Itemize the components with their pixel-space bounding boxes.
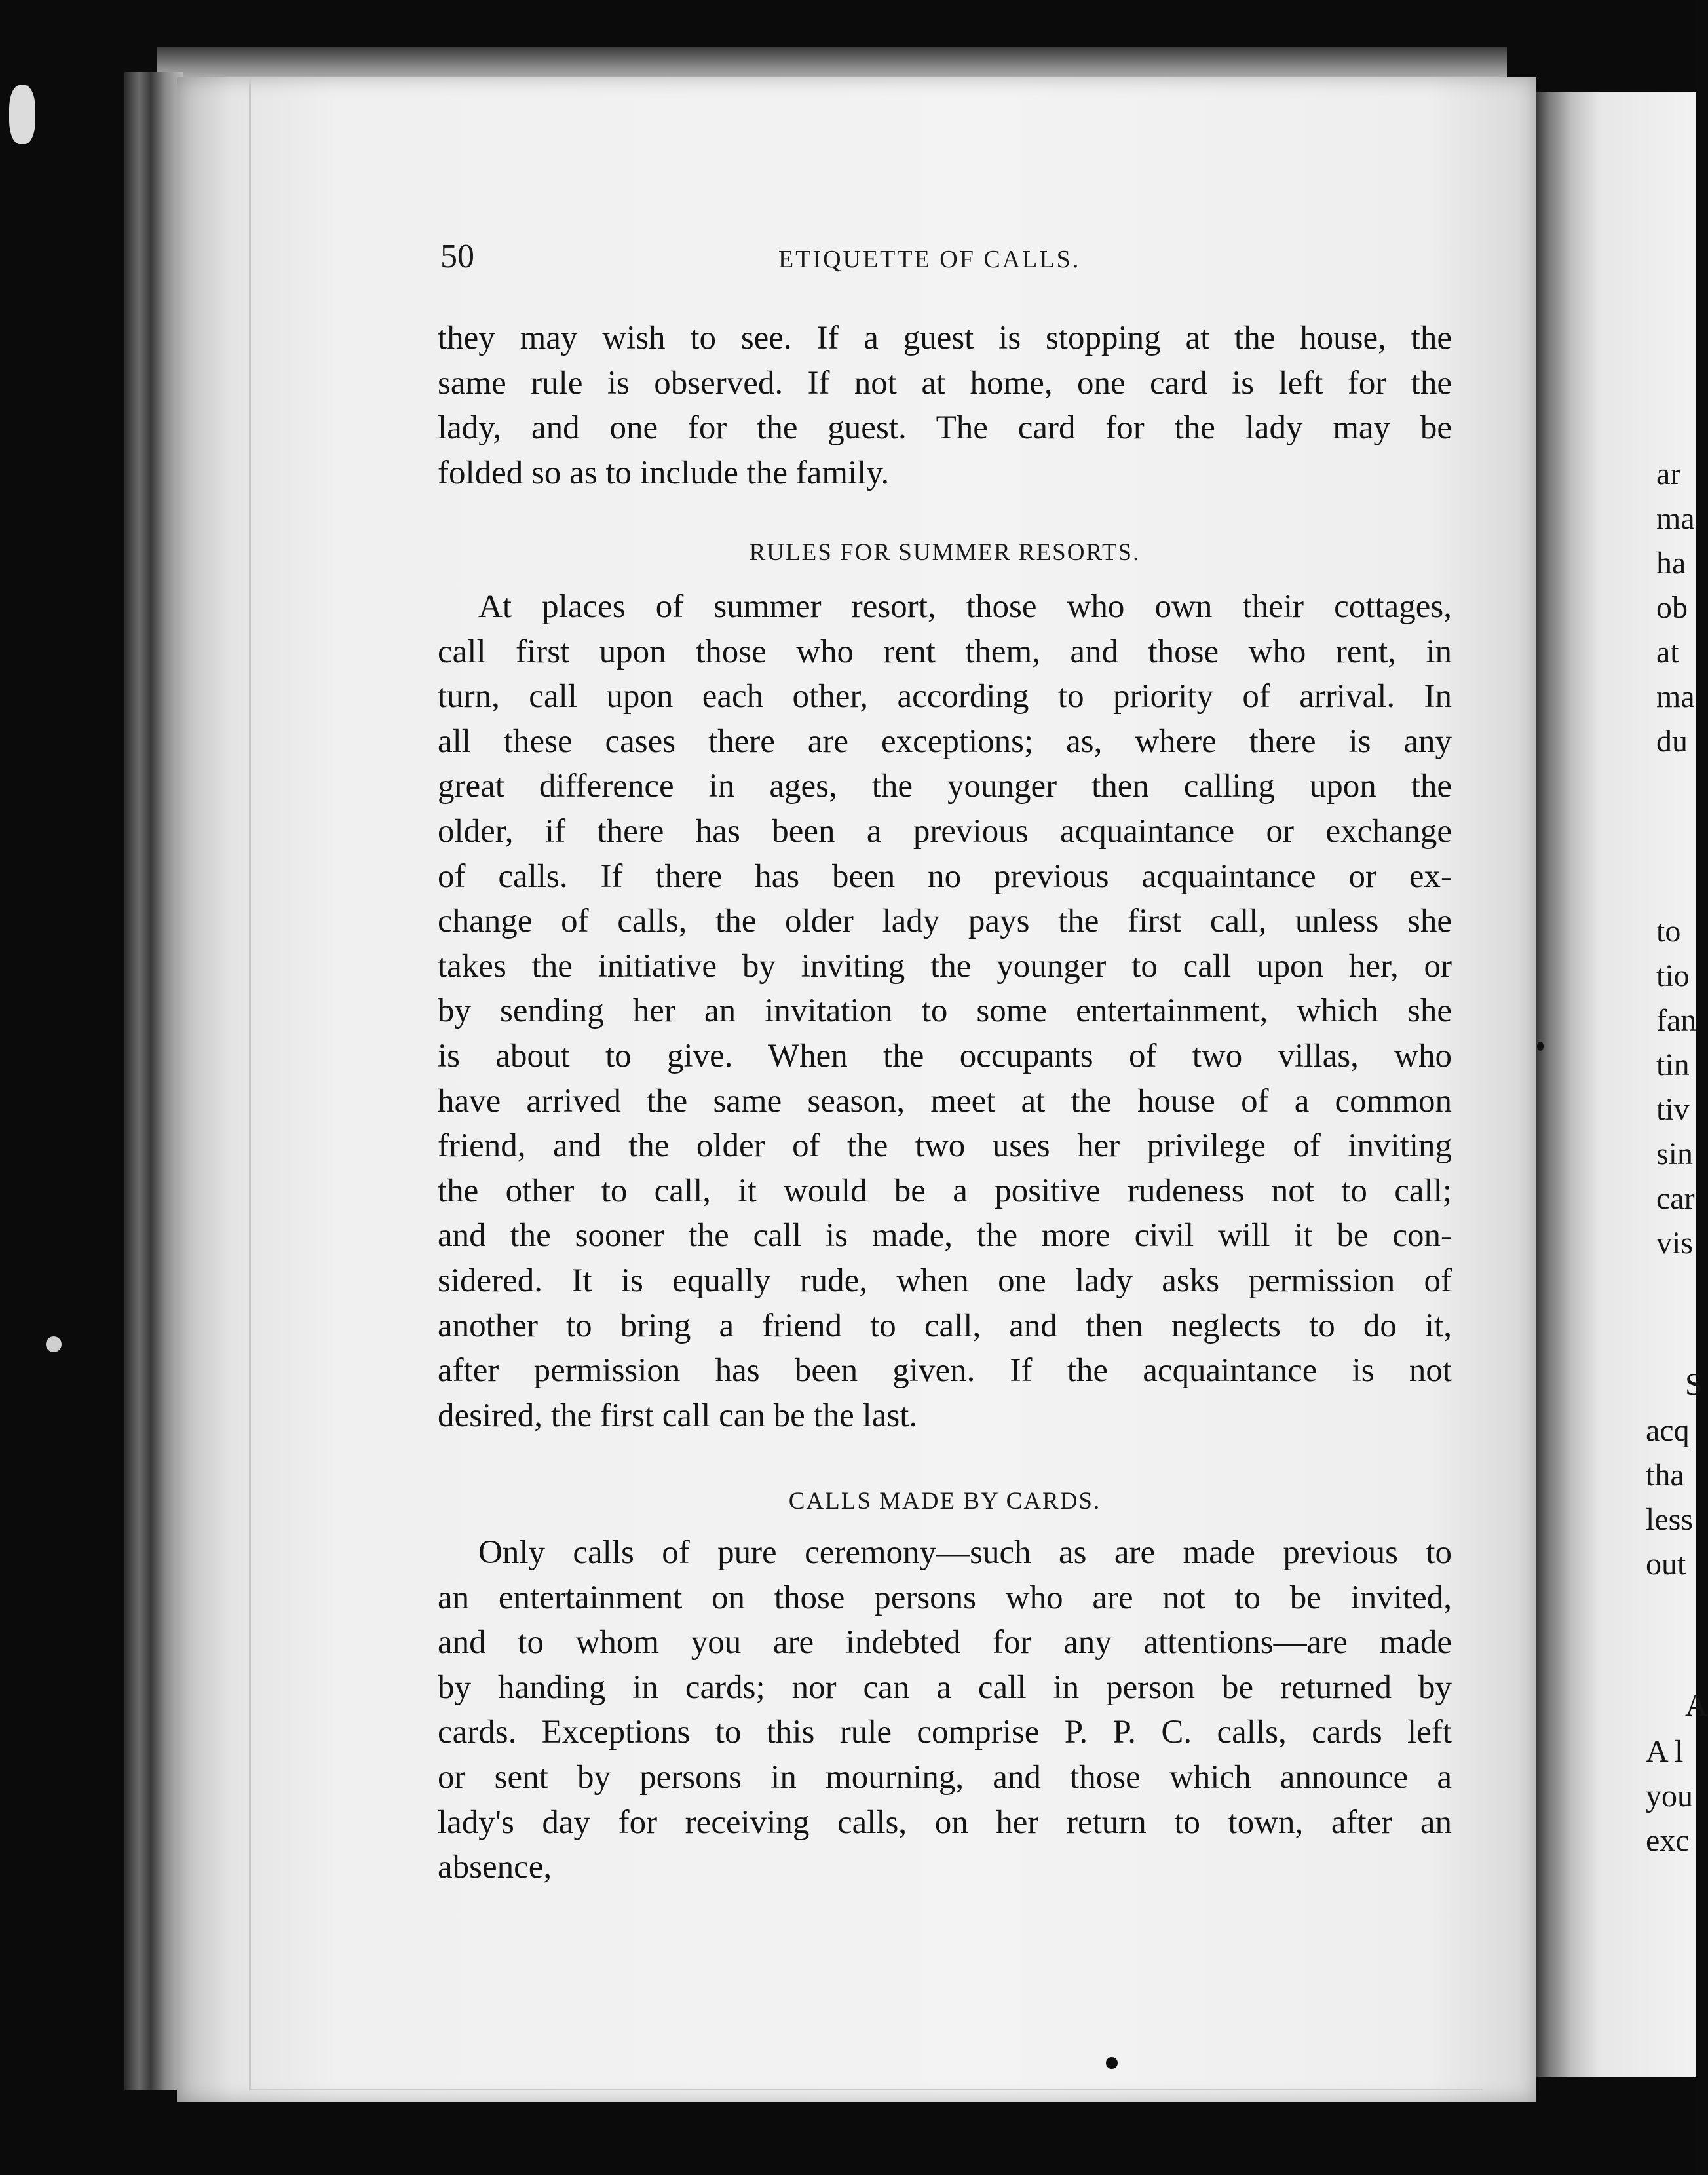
facing-page-fragment: tiv bbox=[1656, 1092, 1690, 1127]
text-line: or sent by persons in mourning, and those which announce a bbox=[438, 1758, 1452, 1796]
facing-page-fragment: less bbox=[1646, 1502, 1693, 1537]
page-header bbox=[440, 237, 1456, 283]
text-line: lady, and one for the guest. The card for the lady may be bbox=[438, 409, 1452, 447]
facing-page-fragment: fan bbox=[1656, 1003, 1697, 1038]
page-number: 50 bbox=[440, 238, 474, 275]
text-line: is about to give. When the occupants of two villas, who bbox=[438, 1037, 1452, 1074]
facing-page-fragment: vis bbox=[1656, 1226, 1694, 1260]
ink-speck bbox=[1106, 2057, 1118, 2069]
text-line: of calls. If there has been no previous acquaintance or ex- bbox=[438, 858, 1452, 895]
facing-page-fragment: ha bbox=[1656, 546, 1686, 580]
facing-page-fragment: at bbox=[1656, 635, 1679, 670]
facing-page-fragment: ma bbox=[1656, 501, 1695, 536]
text-line: folded so as to include the family. bbox=[438, 454, 890, 491]
text-line: all these cases there are exceptions; as, where there is any bbox=[438, 723, 1452, 760]
facing-page-fragment: to bbox=[1656, 914, 1681, 949]
facing-page-fragment: ob bbox=[1656, 590, 1688, 625]
text-line: same rule is observed. If not at home, one card is left for the bbox=[438, 364, 1452, 402]
facing-page-fragment: tio bbox=[1656, 958, 1690, 993]
text-line: an entertainment on those persons who are not to be invited, bbox=[438, 1579, 1452, 1616]
facing-page-fragment: S bbox=[1685, 1367, 1703, 1402]
facing-page-fragment: tha bbox=[1646, 1458, 1684, 1492]
text-line: by handing in cards; nor can a call in person be returned by bbox=[438, 1669, 1452, 1706]
scan-artifact bbox=[46, 1336, 62, 1352]
text-line: and the sooner the call is made, the more civil will it be con- bbox=[438, 1217, 1452, 1255]
text-line: desired, the first call can be the last. bbox=[438, 1397, 918, 1434]
facing-page-fragment: A bbox=[1685, 1688, 1708, 1723]
text-line: sidered. It is equally rude, when one lady asks permission of bbox=[438, 1262, 1452, 1299]
text-line: turn, call upon each other, according to priority of arrival. In bbox=[438, 678, 1452, 715]
running-title: ETIQUETTE OF CALLS. bbox=[778, 246, 1081, 273]
heading-calls-by-cards: CALLS MADE BY CARDS. bbox=[788, 1488, 1101, 1515]
summer-resorts-paragraph bbox=[438, 584, 1452, 1438]
text-line: At places of summer resort, those who own their cottages, bbox=[478, 588, 1452, 625]
text-line: older, if there has been a previous acquaintance or exchange bbox=[438, 812, 1452, 850]
heading-summer-resorts: RULES FOR SUMMER RESORTS. bbox=[749, 539, 1141, 566]
facing-page-fragment: du bbox=[1656, 724, 1688, 759]
facing-page-fragment: exc bbox=[1646, 1823, 1690, 1858]
book-left-edge bbox=[124, 72, 183, 2090]
text-line: the other to call, it would be a positive rudeness not to call; bbox=[438, 1172, 1452, 1209]
ink-speck bbox=[1537, 1042, 1544, 1051]
text-line: cards. Exceptions to this rule comprise P. P. C. calls, cards left bbox=[438, 1714, 1452, 1751]
scan-artifact bbox=[9, 85, 35, 144]
facing-page-fragment: car bbox=[1656, 1181, 1695, 1216]
text-line: lady's day for receiving calls, on her return to town, after an bbox=[438, 1804, 1452, 1841]
facing-page-fragment: you bbox=[1646, 1779, 1693, 1813]
text-line: they may wish to see. If a guest is stopping at the house, the bbox=[438, 320, 1452, 356]
facing-page-fragment: A l bbox=[1646, 1734, 1684, 1769]
text-line: call first upon those who rent them, and those who rent, in bbox=[438, 633, 1452, 670]
facing-page-fragment: tin bbox=[1656, 1048, 1690, 1082]
text-line: great difference in ages, the younger then calling upon the bbox=[438, 768, 1452, 805]
intro-paragraph bbox=[438, 316, 1452, 495]
text-line: by sending her an invitation to some entertainment, which she bbox=[438, 993, 1452, 1030]
text-line: another to bring a friend to call, and then neglects to do it, bbox=[438, 1307, 1452, 1344]
facing-page-fragment: ar bbox=[1656, 457, 1681, 491]
text-line: change of calls, the older lady pays the first call, unless she bbox=[438, 903, 1452, 940]
text-line: Only calls of pure ceremony—such as are made previous to bbox=[478, 1534, 1452, 1571]
facing-page-fragment: acq bbox=[1646, 1413, 1690, 1448]
text-line: after permission has been given. If the acquaintance is not bbox=[438, 1352, 1452, 1390]
facing-page-fragment: out bbox=[1646, 1547, 1686, 1581]
text-line: and to whom you are indebted for any attentions—are made bbox=[438, 1624, 1452, 1661]
text-line: friend, and the older of the two uses her privilege of inviting bbox=[438, 1127, 1452, 1165]
text-line: absence, bbox=[438, 1849, 552, 1886]
facing-page-fragment: ma bbox=[1656, 679, 1695, 714]
calls-by-cards-paragraph bbox=[438, 1530, 1452, 1890]
text-line: have arrived the same season, meet at the house of a common bbox=[438, 1082, 1452, 1120]
facing-page-fragment: sin bbox=[1656, 1137, 1694, 1171]
text-line: takes the initiative by inviting the younger to call upon her, or bbox=[438, 947, 1452, 985]
